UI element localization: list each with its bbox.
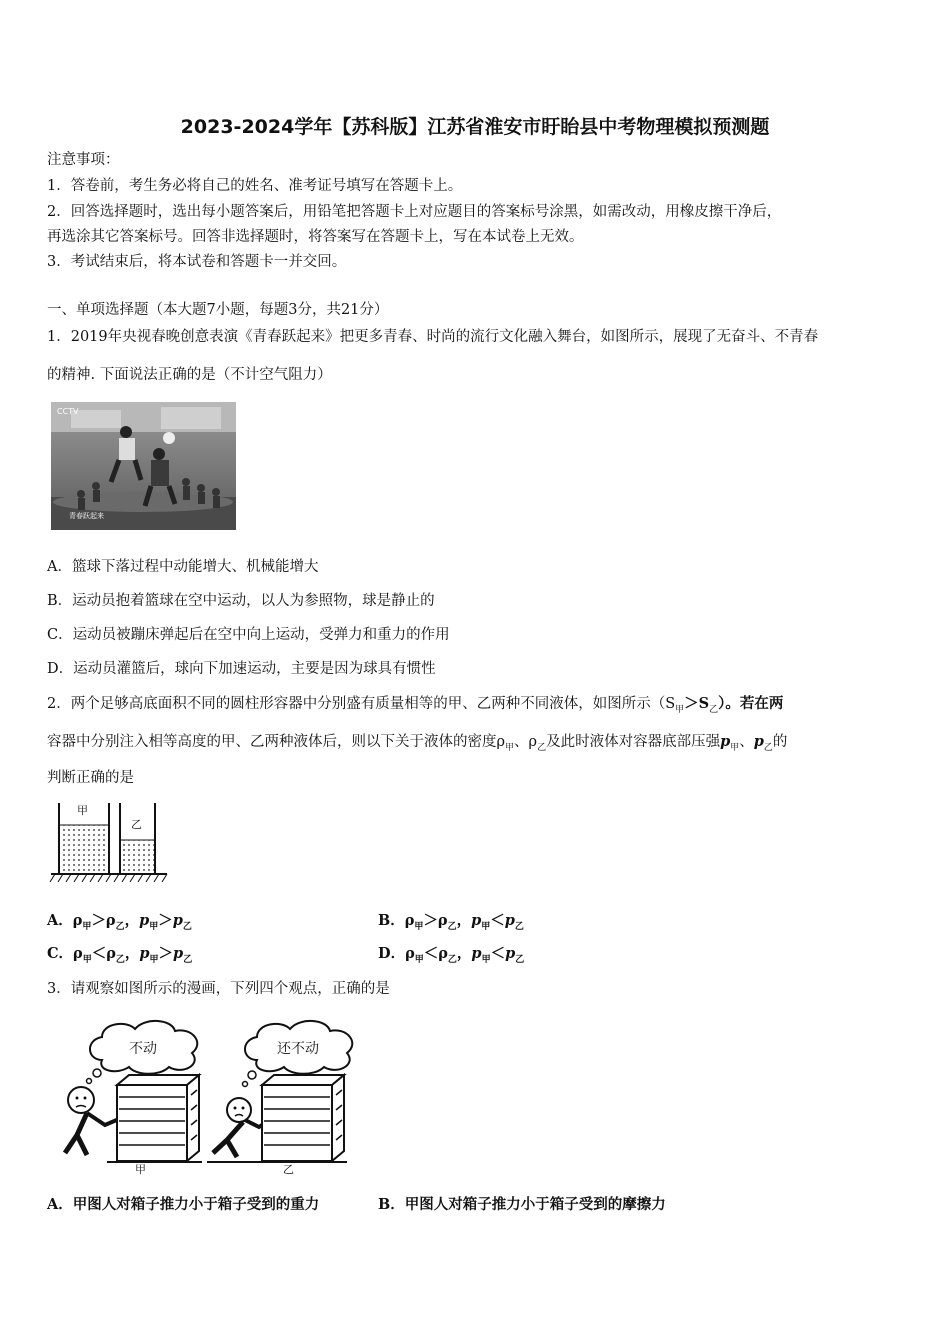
- q3-option-a: A．甲图人对箱子推力小于箱子受到的重力: [47, 1196, 320, 1213]
- pushing-box-cartoon: [47, 1015, 367, 1175]
- q2-stem-line1: 2．两个足够高底面积不同的圆柱形容器中分别盛有质量相等的甲、乙两种不同液体，如图所示$(S_甲>S_乙)$。若在两: [47, 695, 784, 715]
- cartoon-label-jia: 甲: [135, 1163, 146, 1175]
- q3-cartoon-figure: [47, 1015, 367, 1175]
- container-label-yi: 乙: [131, 818, 142, 831]
- q2-option-a: A．$\rho_甲>\rho_乙$，$p_甲>p_乙$: [47, 912, 192, 932]
- note-item: 2．回答选择题时，选出每小题答案后，用铅笔把答题卡上对应题目的答案标号涂黑，如需改动，用橡皮擦干净后，: [47, 204, 782, 220]
- note-item: 再选涂其它答案标号。回答非选择题时，将答案写在答题卡上，写在本试卷上无效。: [47, 229, 584, 245]
- page-title: 2023-2024学年【苏科版】江苏省淮安市盱眙县中考物理模拟预测题: [180, 116, 770, 138]
- q1-stem-line1: 1．2019年央视春晚创意表演《青春跃起来》把更多青春、时尚的流行文化融入舞台，如图所示，展现了无奋斗、不青春: [47, 329, 819, 345]
- q3-stem: 3．请观察如图所示的漫画，下列四个观点，正确的是: [47, 981, 390, 997]
- photo-caption: 青春跃起来: [69, 512, 104, 520]
- q2-option-b: B．$\rho_甲>\rho_乙$，$p_甲<p_乙$: [378, 912, 524, 932]
- section-heading: 一、单项选择题（本大题7小题，每题3分，共21分）: [47, 302, 389, 318]
- q2-option-d: D．$\rho_甲<\rho_乙$，$p_甲<p_乙$: [378, 945, 525, 965]
- q1-option-a: A．篮球下落过程中动能增大、机械能增大: [47, 559, 319, 575]
- q1-photo: [51, 402, 236, 530]
- q1-option-d: D．运动员灌篮后，球向下加速运动，主要是因为球具有惯性: [47, 661, 436, 677]
- q2-option-c: C．$\rho_甲<\rho_乙$，$p_甲>p_乙$: [47, 945, 193, 965]
- photo-tag: CCTV: [57, 407, 79, 416]
- q1-option-b: B．运动员抱着篮球在空中运动，以人为参照物，球是静止的: [47, 593, 435, 609]
- containers-diagram: [47, 798, 172, 884]
- note-item: 3．考试结束后，将本试卷和答题卡一并交回。: [47, 254, 347, 270]
- notes-heading: 注意事项：: [47, 152, 120, 168]
- container-label-jia: 甲: [77, 804, 88, 817]
- q1-option-c: C．运动员被蹦床弹起后在空中向上运动，受弹力和重力的作用: [47, 627, 450, 643]
- q2-stem-line3: 判断正确的是: [47, 770, 134, 786]
- note-item: 1．答卷前，考生务必将自己的姓名、准考证号填写在答题卡上。: [47, 178, 463, 194]
- basketball-stage-image: [51, 402, 236, 530]
- cartoon-label-yi: 乙: [283, 1163, 294, 1175]
- q1-stem-line2: 的精神. 下面说法正确的是（不计空气阻力）: [47, 367, 332, 383]
- bubble-text-1: 不动: [129, 1041, 157, 1057]
- q3-option-b: B．甲图人对箱子推力小于箱子受到的摩擦力: [378, 1196, 666, 1213]
- q2-containers-figure: [47, 798, 172, 884]
- q2-stem-line2: 容器中分别注入相等高度的甲、乙两种液体后，则以下关于液体的密度$\rho_甲$、$\rho_乙$及此时液体对容器底部压强$p_甲$、$p_乙$的: [47, 733, 788, 753]
- bubble-text-2: 还不动: [277, 1041, 319, 1057]
